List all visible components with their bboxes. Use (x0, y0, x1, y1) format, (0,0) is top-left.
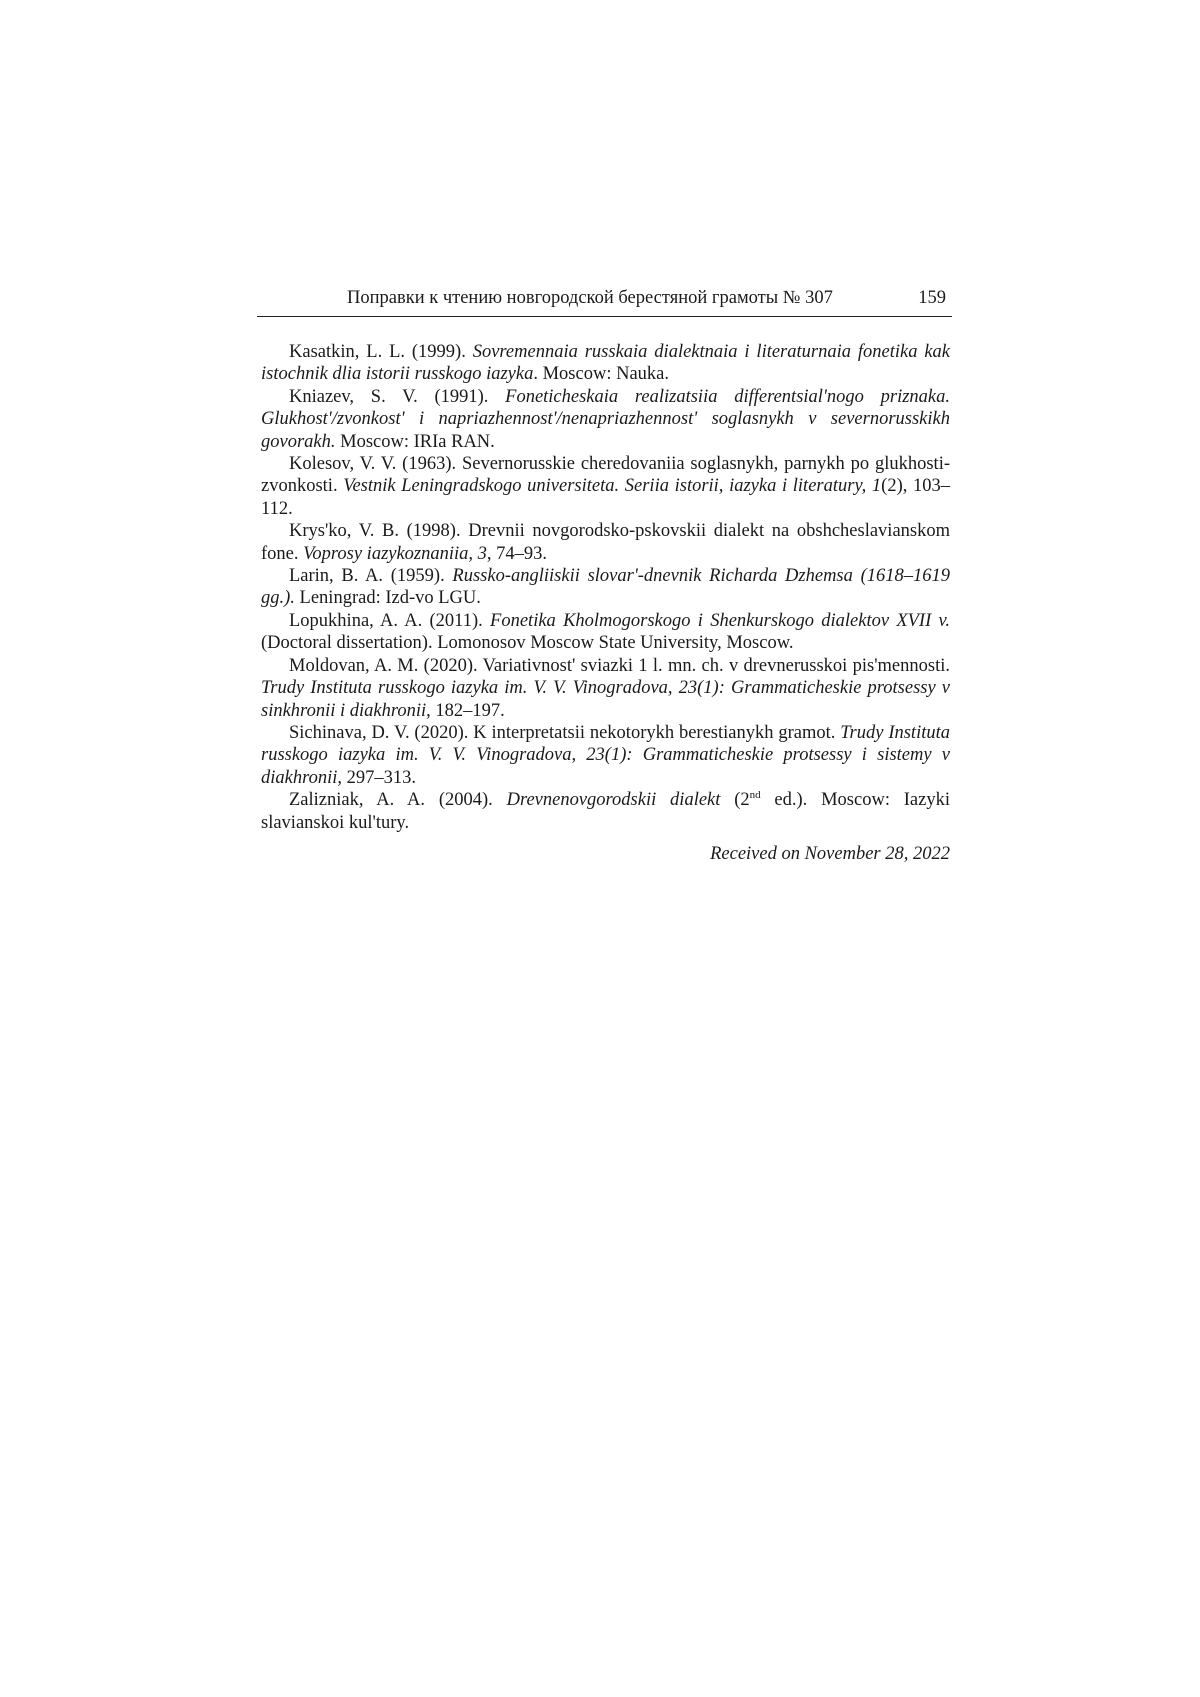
running-header (257, 286, 952, 317)
page-content (257, 286, 952, 865)
reference-item: Kolesov, V. V. (1963). Severnorusskie cheredovaniia soglasnykh, parnykh po glukhosti-zvonkosti. Vestnik Leningradskogo universiteta. Seriia istorii, iazyka i literatury, 1(2), 103–112. (261, 454, 950, 519)
reference-list (257, 341, 952, 834)
running-title: Поправки к чтению новгородской берестяной грамоты № 307 (347, 288, 833, 308)
reference-item: Larin, B. A. (1959). Russko-angliiskii slovar'-dnevnik Richarda Dzhemsa (1618–1619 gg.). Leningrad: Izd-vo LGU. (261, 566, 951, 609)
reference-item: Moldovan, A. M. (2020). Variativnost' sviazki 1 l. mn. ch. v drevnerusskoi pis'mennosti. Trudy Instituta russkogo iazyka im. V. V. Vinogradova, 23(1): Grammaticheskie protsessy v sinkhronii i diakhronii, 182–197. (261, 655, 950, 721)
reference-item: Sichinava, D. V. (2020). K interpretatsii nekotorykh berestianykh gramot. Trudy Instituta russkogo iazyka im. V. V. Vinogradova, 23(1): Grammaticheskie protsessy i sistemy v diakhronii, 297–313. (261, 722, 950, 788)
reference-item: Krys'ko, V. B. (1998). Drevnii novgorodsko-pskovskii dialekt na obshcheslavianskom fone. Voprosy iazykoznaniia, 3, 74–93. (261, 521, 950, 564)
reference-item: Zalizniak, A. A. (2004). Drevnenovgorodskii dialekt (2nd ed.). Moscow: Iazyki slavianskoi kul'tury. (261, 788, 950, 833)
reference-item: Kniazev, S. V. (1991). Foneticheskaia realizatsiia differentsial'nogo priznaka. Glukhost'/zvonkost' i napriazhennost'/nenapriazhennost' soglasnykh v severnorusskikh govorakh. Moscow: IRIa RAN. (261, 386, 950, 452)
reference-item: Kasatkin, L. L. (1999). Sovremennaia russkaia dialektnaia i literaturnaia fonetika kak istochnik dlia istorii russkogo iazyka. Moscow: Nauka. (261, 342, 951, 385)
page-number: 159 (918, 288, 946, 308)
reference-item: Lopukhina, A. A. (2011). Fonetika Kholmogorskogo i Shenkurskogo dialektov XVII v. (Doctoral dissertation). Lomonosov Moscow State University, Moscow. (261, 610, 950, 654)
received-date: Received on November 28, 2022 (710, 843, 950, 864)
